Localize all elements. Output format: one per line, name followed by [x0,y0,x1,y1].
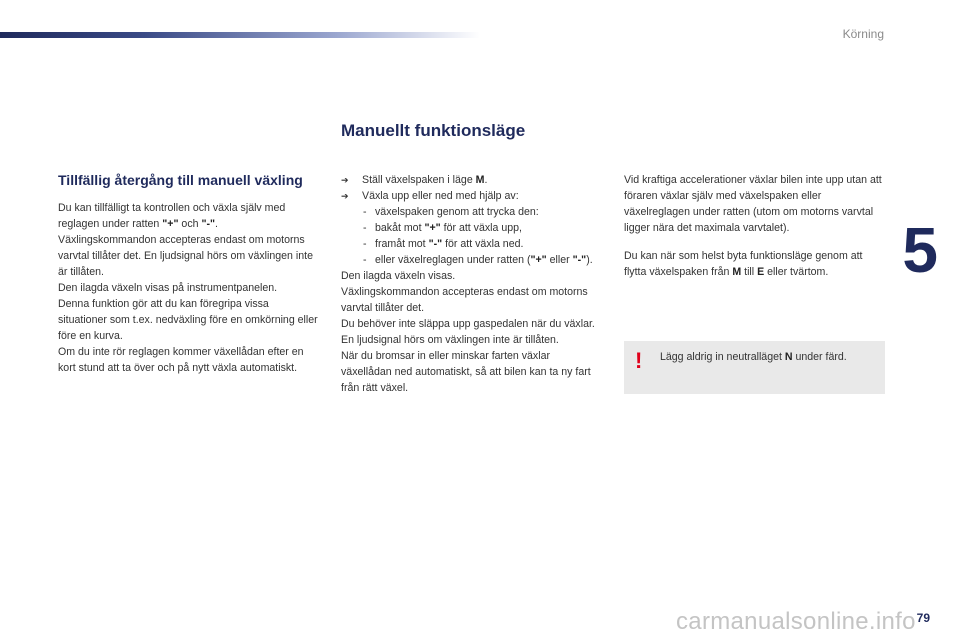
text: . [215,218,218,230]
bullet-item: ➔ Växla upp eller ned med hjälp av: [341,188,603,204]
section-heading: Tillfällig återgång till manuell växling [58,172,303,188]
text: för att växla upp, [440,222,522,234]
warning-note [624,341,885,394]
mode-e: E [757,266,765,278]
dash-mark: - [363,222,367,234]
paragraph: Om du inte rör reglagen kommer växellådan efter en kort stund att ta över och på nytt växla automatiskt. [58,346,304,374]
paragraph: Vid kraftiga accelerationer växlar bilen inte upp utan att föraren växlar själv med växelspaken eller växelreglagen under ratten (utom om motorns varvtal ligger nära det maximala varvtalet). [624,174,882,234]
paragraph: När du bromsar in eller minskar farten växlar växellådan ned automatiskt, så att bilen kan ta ny fart från rätt växel. [341,350,591,394]
dash-item [341,252,603,268]
minus-symbol: "-" [428,238,443,250]
text: bakåt mot [375,222,425,234]
header-gradient-bar [0,32,480,38]
warning-exclamation-icon: ! [635,348,643,373]
spacer [624,236,886,248]
text: . [484,174,488,186]
minus-symbol: "-" [201,218,216,230]
mode-n: N [784,351,793,363]
paragraph: Växlingskommandon accepteras endast om motorns varvtal tillåter det. En ljudsignal hörs om växlingen inte är tillåten. [58,234,313,278]
text: växelspaken genom att trycka den: [375,206,539,218]
paragraph [624,248,886,280]
paragraph [58,200,318,232]
section-label: Körning [842,27,884,41]
mode-m: M [732,266,742,278]
text: för att växla ned. [442,238,524,250]
column-left [58,172,318,376]
text: och [178,218,202,230]
paragraph: Den ilagda växeln visas på instrumentpanelen. [58,282,278,294]
text: framåt mot [375,238,429,250]
paragraph: Växlingskommandon accepteras endast om motorns varvtal tillåter det. [341,286,588,314]
text: ). [586,254,593,266]
text: Lägg aldrig in neutralläget [660,351,785,363]
minus-symbol: "-" [572,254,587,266]
text: Du kan tillfälligt ta kontrollen och växla själv med reglagen under ratten [58,202,286,230]
paragraph: Denna funktion gör att du kan föregripa vissa situationer som t.ex. nedväxling före en omkörning eller före en kurva. [58,298,318,342]
chapter-number: 5 [902,214,938,286]
text: eller [546,254,573,266]
dash-item [341,236,603,252]
dash-mark: - [363,254,367,266]
mode-m: M [475,174,485,186]
bullet-item [341,172,603,188]
paragraph: Den ilagda växeln visas. [341,270,456,282]
dash-item [341,220,603,236]
column-right [624,172,886,280]
dash-mark: - [363,206,367,218]
page-number: 79 [916,611,930,625]
text: Ställ växelspaken i läge [362,174,476,186]
text: Du kan när som helst byta funktionsläge genom att flytta växelspaken från [624,250,863,278]
text: till [741,266,758,278]
watermark: carmanualsonline.info [676,608,916,635]
dash-mark: - [363,238,367,250]
text: eller tvärtom. [764,266,829,278]
warning-text [660,349,847,365]
dash-item [341,204,603,220]
plus-symbol: "+" [424,222,441,234]
text: under färd. [792,351,847,363]
column-middle [341,172,603,396]
main-title: Manuellt funktionsläge [341,121,526,140]
paragraph: Du behöver inte släppa upp gaspedalen när du växlar. En ljudsignal hörs om växlingen inte är tillåten. [341,318,595,346]
text: eller växelreglagen under ratten ( [375,254,531,266]
plus-symbol: "+" [162,218,179,230]
plus-symbol: "+" [530,254,547,266]
